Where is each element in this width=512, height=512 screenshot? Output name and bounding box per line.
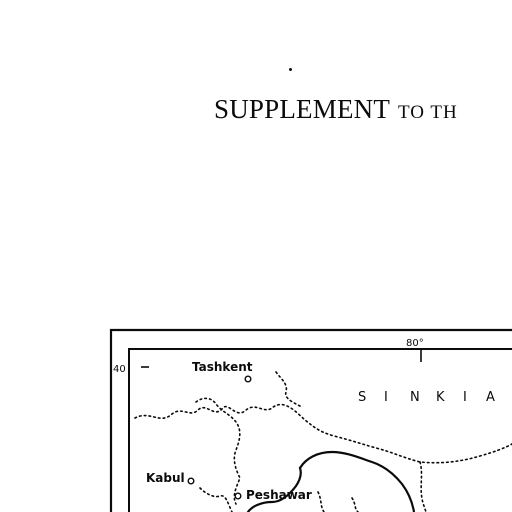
boundary-dotted-tashkent <box>276 372 300 406</box>
region-letter: K <box>436 390 445 405</box>
region-letter: N <box>410 390 420 405</box>
heading-sub: TO TH <box>398 102 458 123</box>
boundary-dotted-north <box>135 405 512 463</box>
region-letter: A <box>486 390 495 405</box>
boundary-dotted-kabul <box>200 488 232 512</box>
longitude-label: 80° <box>406 338 424 349</box>
city-marker-peshawar <box>235 493 241 499</box>
region-letter: I <box>463 390 467 405</box>
boundary-solid-kashmir <box>300 452 414 512</box>
city-label-kabul: Kabul <box>146 471 185 485</box>
map-inner-frame <box>129 349 512 512</box>
boundary-dotted-inner <box>352 498 358 512</box>
city-marker-kabul <box>188 478 194 484</box>
boundary-dotted-tibet <box>420 462 426 512</box>
boundary-dotted-east <box>318 492 324 512</box>
region-letter: I <box>384 390 388 405</box>
city-marker-tashkent <box>245 376 251 382</box>
boundary-dotted-afghan <box>196 398 240 504</box>
region-letter: S <box>358 390 367 405</box>
heading-main: SUPPLEMENT <box>214 94 391 124</box>
latitude-label: 40 <box>113 364 126 375</box>
city-label-peshawar: Peshawar <box>246 488 312 502</box>
city-label-tashkent: Tashkent <box>192 360 253 374</box>
